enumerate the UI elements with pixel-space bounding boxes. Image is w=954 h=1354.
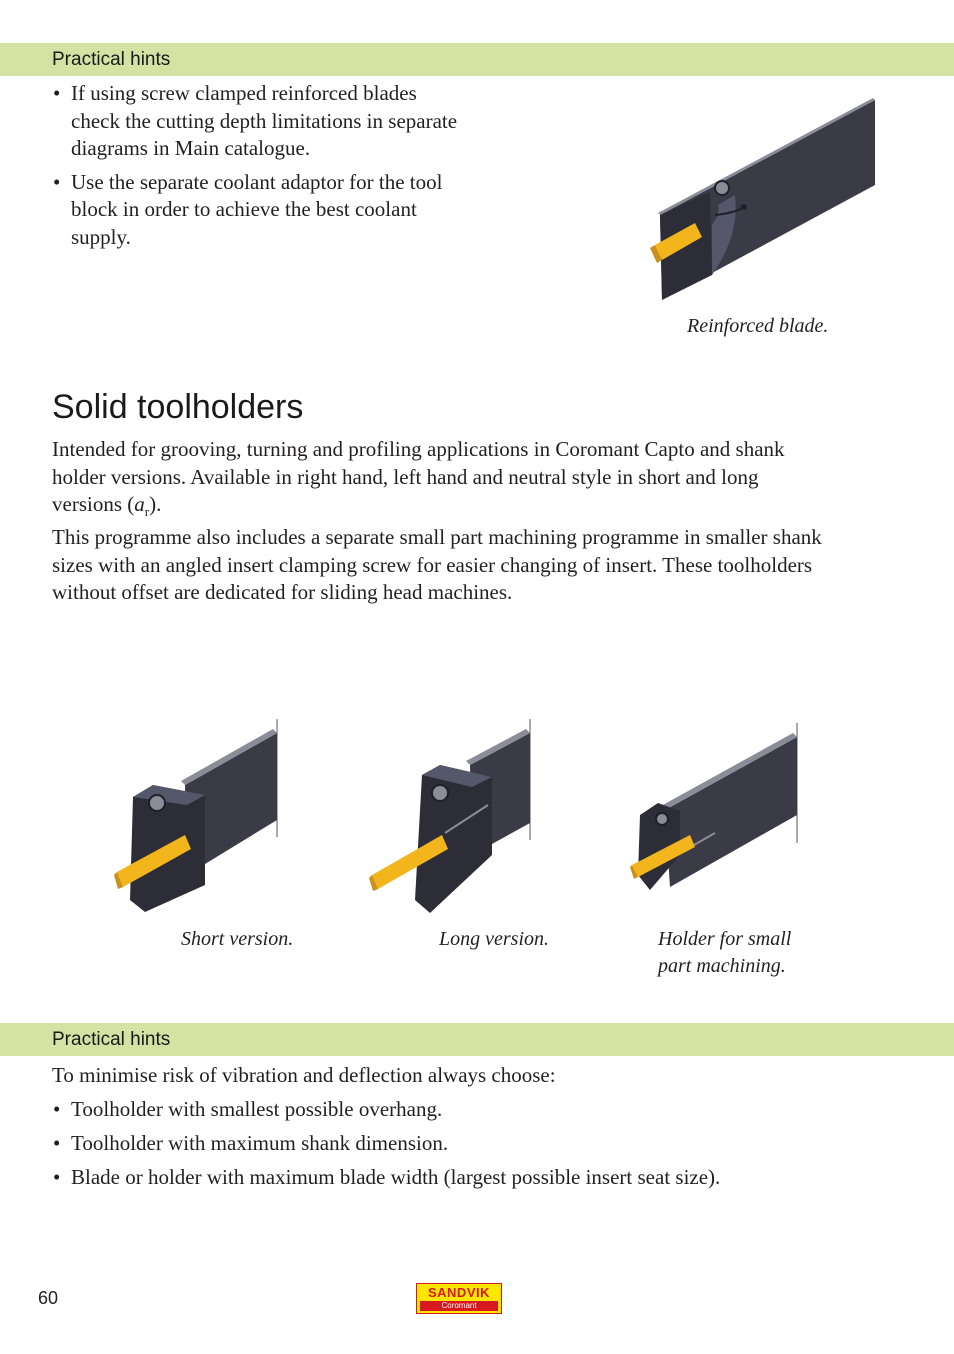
page-number: 60 (38, 1288, 59, 1308)
long-version-image (360, 715, 540, 920)
bullet-icon: • (53, 81, 61, 105)
small-part-holder-caption (658, 926, 791, 980)
logo-text-top: SANDVIK (427, 1285, 490, 1300)
practical-hints-header-bottom (0, 1023, 954, 1056)
paragraph-line: This programme also includes a separate small part machining programme in smaller shank (52, 525, 822, 549)
programme-paragraph (52, 524, 912, 607)
paragraph-line (52, 491, 912, 526)
bullet-text: Toolholder with maximum shank dimension. (71, 1131, 449, 1155)
bullet-text: Blade or holder with maximum blade width (largest possible insert seat size). (71, 1165, 721, 1189)
paragraph-line: sizes with an angled insert clamping screw for easier changing of insert. These toolholders (52, 552, 813, 577)
bullet-line: check the cutting depth limitations in separate (71, 108, 458, 133)
bullet-icon: • (53, 169, 61, 194)
top-hints-list (52, 80, 492, 251)
bullet-line: supply. (71, 224, 131, 249)
logo-text-bottom: Coromant (420, 1301, 498, 1311)
practical-hints-heading: Practical hints (52, 49, 171, 70)
bottom-hints-list (52, 1096, 912, 1192)
paragraph-line: without offset are dedicated for sliding head machines. (52, 580, 513, 604)
short-version-caption: Short version. (181, 928, 294, 950)
bottom-hints-intro: To minimise risk of vibration and deflection always choose: (52, 1063, 556, 1087)
bullet-icon: • (53, 1165, 61, 1189)
reinforced-blade-caption: Reinforced blade. (687, 315, 829, 337)
sandvik-coromant-logo (416, 1283, 502, 1314)
paragraph-line: Intended for grooving, turning and profiling applications in Coromant Capto and shank (52, 437, 785, 461)
intro-paragraph (52, 436, 912, 526)
bullet-icon: • (53, 1131, 61, 1155)
caption-line: Holder for small (658, 928, 792, 950)
practical-hints-heading: Practical hints (52, 1029, 171, 1050)
small-part-holder-image (620, 715, 805, 905)
bullet-line: diagrams in Main catalogue. (71, 136, 311, 160)
short-version-image (105, 715, 285, 920)
long-version-caption: Long version. (439, 928, 549, 950)
caption-line: part machining. (658, 955, 786, 977)
bullet-line: block in order to achieve the best coolant (71, 197, 417, 221)
section-title: Solid toolholders (52, 388, 304, 426)
list-item (52, 1130, 912, 1158)
list-item (52, 169, 492, 252)
list-item (52, 1164, 912, 1192)
text-run: versions ( (52, 492, 135, 516)
variable-a: a (134, 492, 145, 516)
bullet-icon: • (53, 1097, 61, 1121)
paragraph-line: holder versions. Available in right hand, left hand and neutral style in short and long (52, 464, 759, 489)
subscript-r: r (144, 504, 150, 520)
text-run: ). (149, 492, 162, 516)
list-item (52, 1096, 912, 1124)
bullet-line: If using screw clamped reinforced blades (71, 81, 417, 105)
list-item (52, 80, 492, 163)
bullet-text: Toolholder with smallest possible overhang. (71, 1097, 443, 1121)
practical-hints-header-top (0, 43, 954, 76)
reinforced-blade-image (640, 95, 880, 310)
bullet-line: Use the separate coolant adaptor for the tool (71, 169, 443, 194)
